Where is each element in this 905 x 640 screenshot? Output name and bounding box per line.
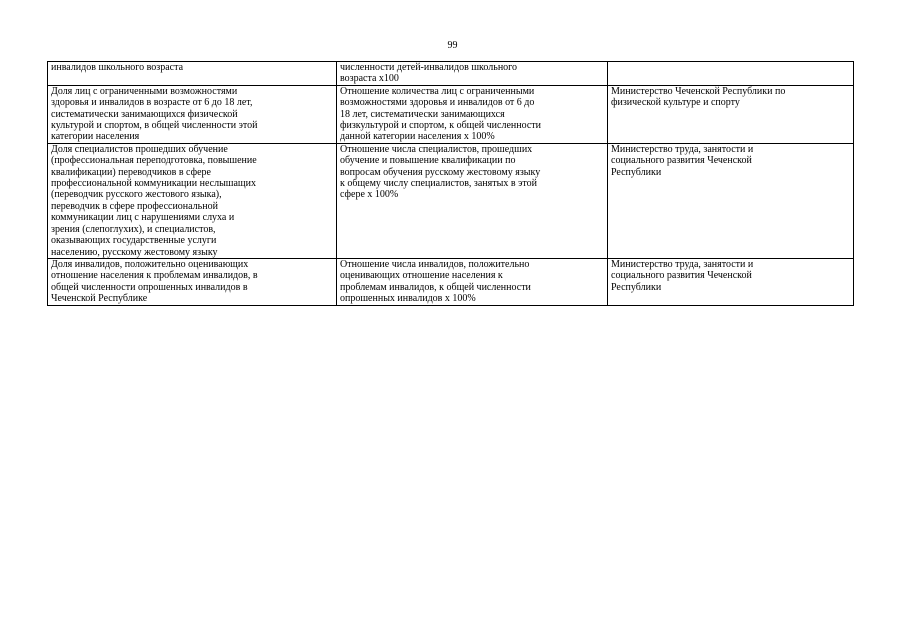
page-number: 99 (447, 40, 458, 51)
indicator-cell (48, 62, 337, 86)
cell-line: категории населения (51, 131, 140, 143)
table-row (48, 62, 854, 86)
cell-line: оказывающих государственные услуги (51, 235, 217, 247)
formula-cell (337, 85, 608, 143)
cell-line: зрения (слепоглухих), и специалистов, (51, 223, 216, 235)
cell-line: численности детей-инвалидов школьного (340, 62, 518, 73)
cell-line: Доля лиц с ограниченными возможностями (51, 85, 238, 97)
cell-line: физкультурой и спортом, к общей численности (340, 120, 542, 132)
cell-line: общей численности опрошенных инвалидов в (51, 281, 248, 293)
ministry-cell (608, 143, 854, 258)
cell-line: Министерство труда, занятости и (611, 143, 754, 155)
cell-line: социального развития Чеченской (611, 155, 752, 167)
indicator-cell (48, 258, 337, 305)
cell-line: Доля специалистов прошедших обучение (51, 143, 228, 155)
cell-line: систематически занимающихся физической (51, 108, 238, 120)
cell-line: населению, русскому жестовому языку (51, 246, 218, 258)
table-row (48, 258, 854, 305)
indicator-cell (48, 143, 337, 258)
formula-cell (337, 258, 608, 305)
cell-line: сфере х 100% (340, 189, 399, 201)
cell-line: возраста х100 (340, 73, 399, 85)
cell-line: Отношение количества лиц с ограниченными (340, 85, 535, 97)
cell-line: квалификации) переводчиков в сфере (51, 166, 211, 178)
cell-line: переводчик в сфере профессиональной (51, 200, 218, 212)
cell-line: (профессиональная переподготовка, повышение (51, 155, 257, 167)
cell-line: социального развития Чеченской (611, 270, 752, 282)
ministry-cell (608, 62, 854, 86)
cell-line: обучение и повышение квалификации по (340, 155, 516, 167)
ministry-cell (608, 85, 854, 143)
cell-line: к общему числу специалистов, занятых в этой (340, 178, 537, 190)
cell-line: физической культуре и спорту (611, 97, 740, 109)
cell-line: профессиональной коммуникации неслышащих (51, 178, 256, 190)
ministry-cell (608, 258, 854, 305)
cell-line: Республики (611, 281, 662, 293)
cell-line: возможностями здоровья и инвалидов от 6 до (340, 97, 535, 109)
cell-line: здоровья и инвалидов в возрасте от 6 до 18 лет, (51, 97, 253, 109)
cell-line: оценивающих отношение населения к (340, 270, 503, 282)
cell-line: Отношение числа специалистов, прошедших (340, 143, 533, 155)
cell-line: данной категории населения х 100% (340, 131, 495, 143)
table-body (48, 62, 854, 306)
indicators-table (47, 61, 854, 306)
cell-line: Отношение числа инвалидов, положительно (340, 258, 530, 270)
formula-cell (337, 143, 608, 258)
indicator-cell (48, 85, 337, 143)
cell-line: Министерство Чеченской Республики по (611, 85, 786, 97)
cell-line: отношение населения к проблемам инвалидов, в (51, 270, 258, 282)
table-row (48, 143, 854, 258)
cell-line: проблемам инвалидов, к общей численности (340, 281, 531, 293)
table-row (48, 85, 854, 143)
cell-line: Доля инвалидов, положительно оценивающих (51, 258, 249, 270)
cell-line: коммуникации лиц с нарушениями слуха и (51, 212, 235, 224)
cell-line: 18 лет, систематически занимающихся (340, 108, 505, 120)
cell-line: вопросам обучения русскому жестовому языку (340, 166, 541, 178)
formula-cell (337, 62, 608, 86)
cell-line: опрошенных инвалидов х 100% (340, 293, 476, 305)
cell-line: инвалидов школьного возраста (51, 62, 184, 73)
cell-line: культурой и спортом, в общей численности этой (51, 120, 258, 132)
cell-line: (переводчик русского жестового языка), (51, 189, 222, 201)
cell-line: Республики (611, 166, 662, 178)
cell-line: Министерство труда, занятости и (611, 258, 754, 270)
cell-line: Чеченской Республике (51, 293, 148, 305)
